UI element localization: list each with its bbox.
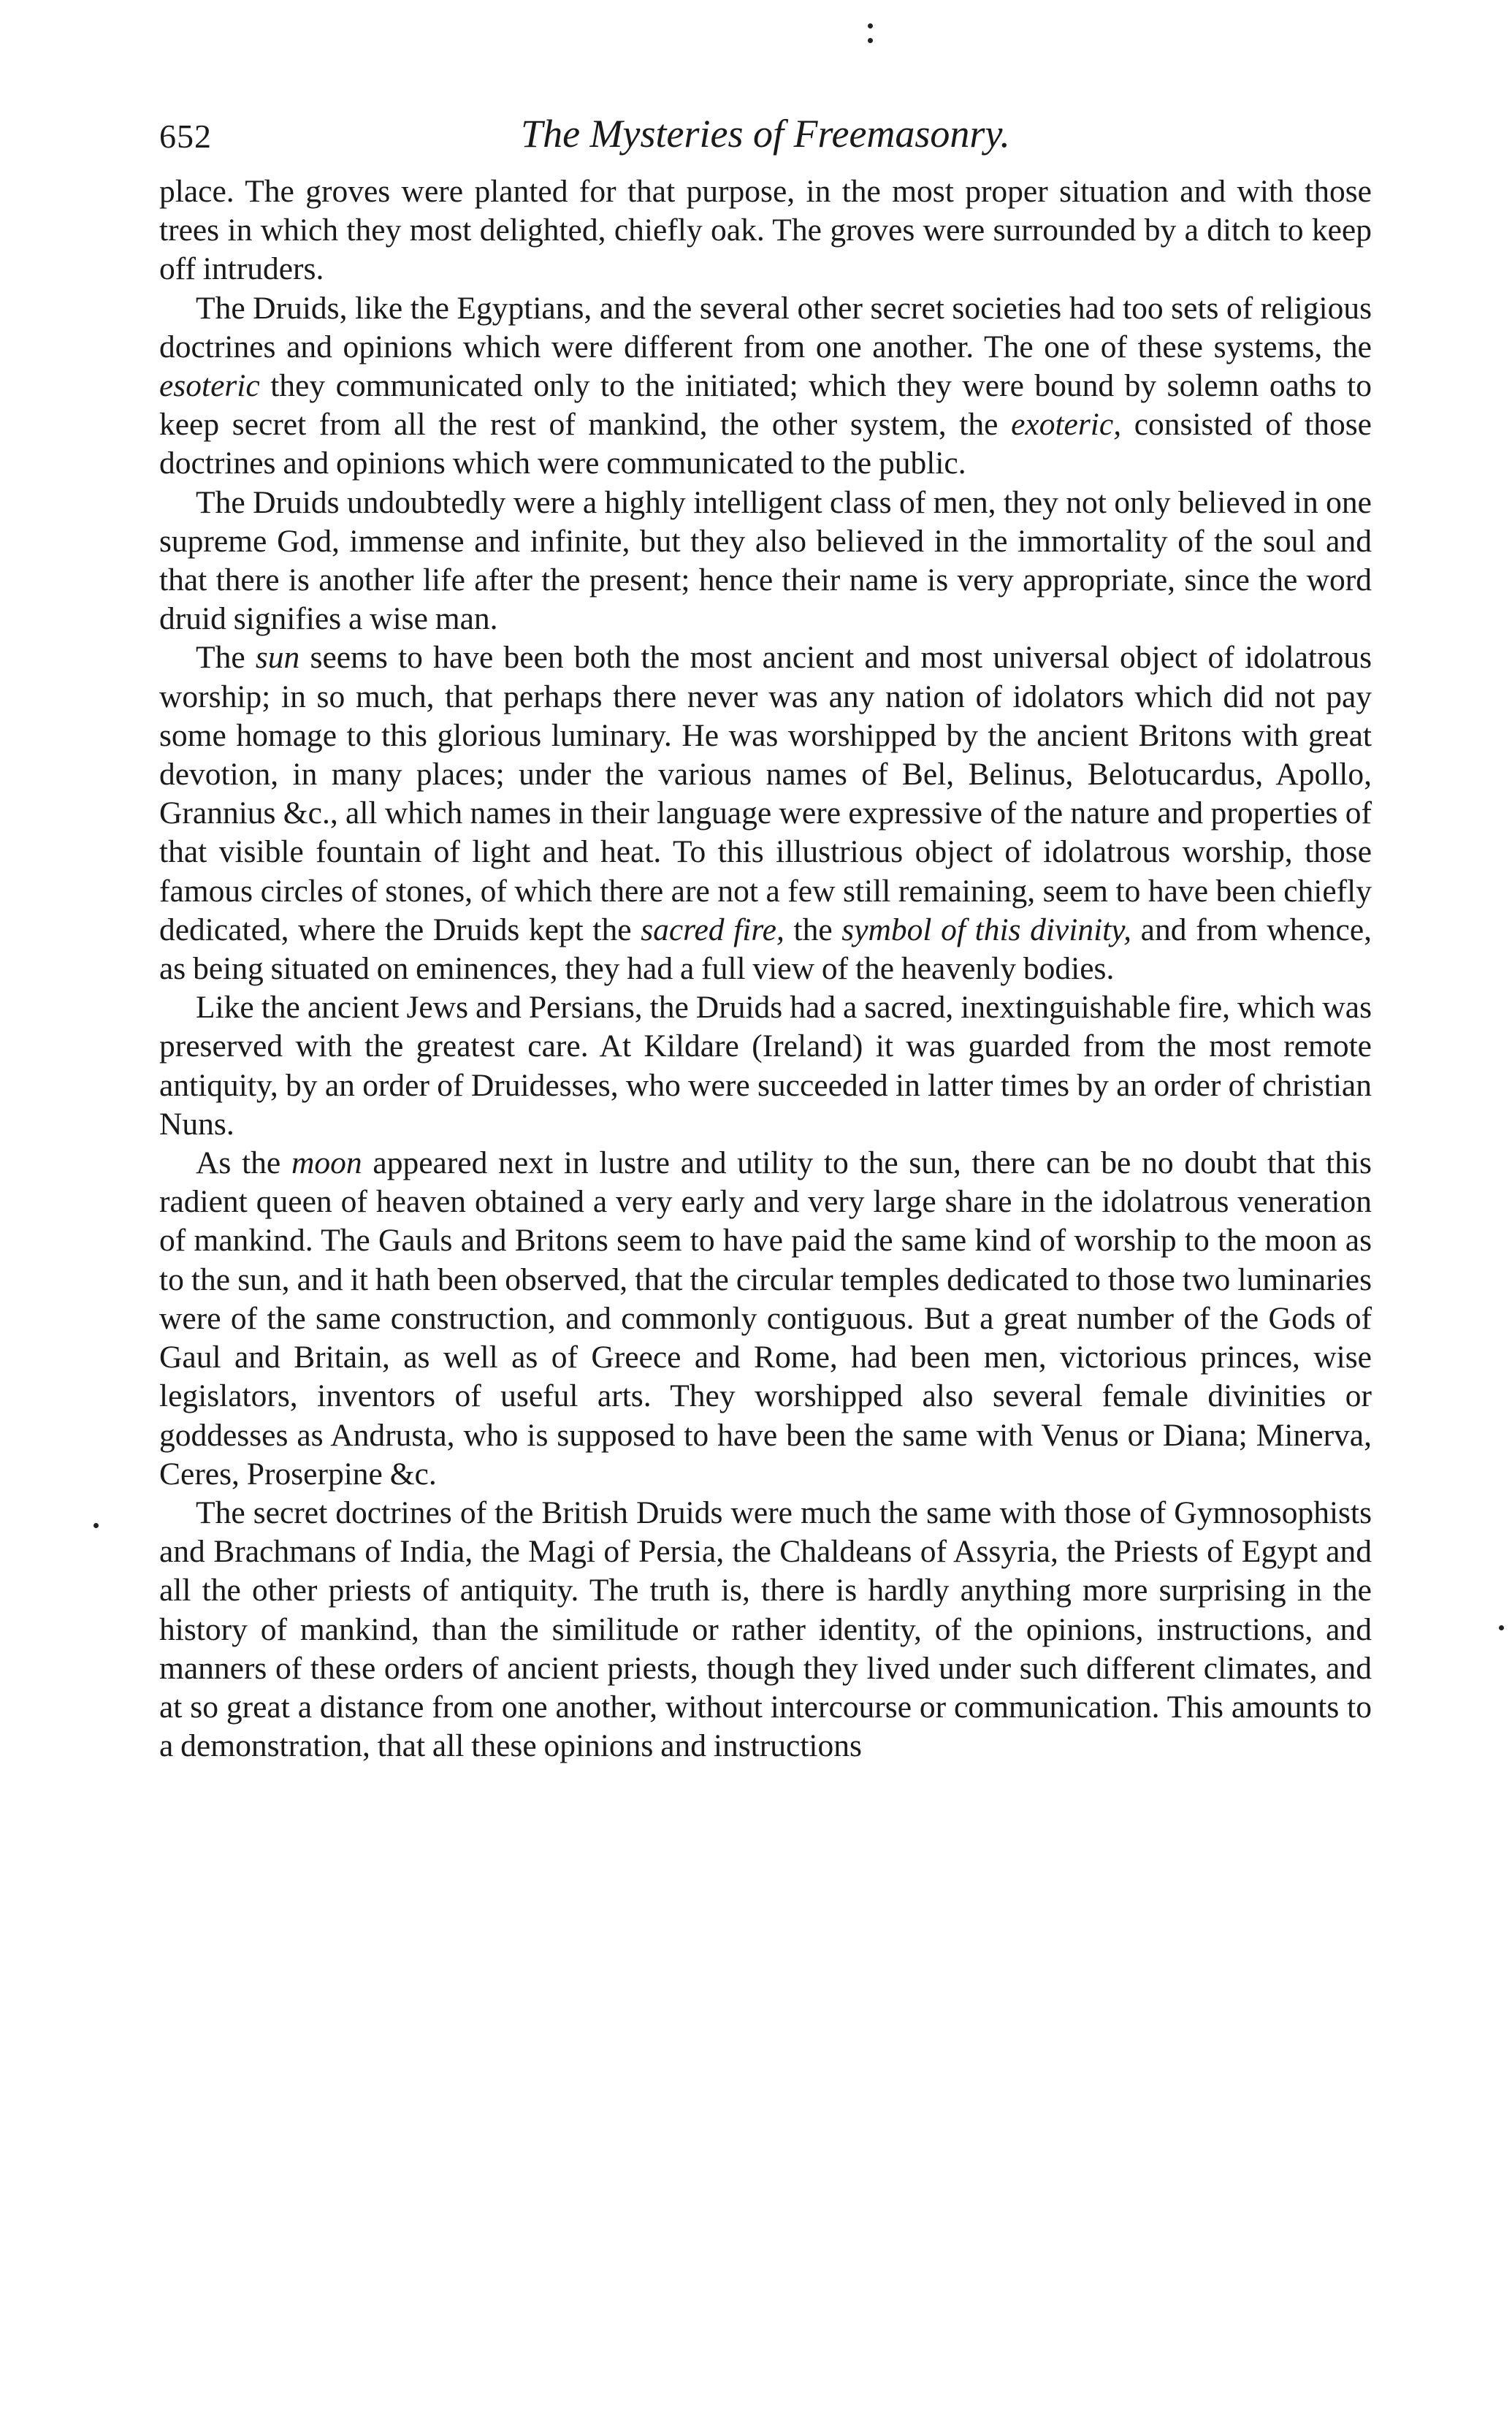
text-run: consisted of those doctrines and opinions which were communicated to the public. — [159, 407, 1372, 481]
paragraph — [159, 638, 1372, 988]
paragraph — [159, 289, 1372, 484]
paragraph — [159, 1494, 1372, 1766]
paragraph — [159, 484, 1372, 639]
italic-text-run: symbol of this divinity, — [841, 912, 1132, 947]
ink-speck — [1499, 1625, 1504, 1630]
book-page — [159, 102, 1372, 1766]
ink-speck — [868, 23, 873, 28]
italic-text-run: sacred fire, — [641, 912, 784, 947]
text-run: seems to have been both the most ancient and most universal object of idolatrous worship; in so much, that perhaps there never was any nation of idolators which did not pay some homage to this glorious luminary. He was worshipped by the ancient Britons with great devotion, in many places; under the various names of Bel, Belinus, Belotucardus, Apollo, Grannius &c., all which names in their language were expressive of the nature and properties of that visible fountain of light and heat. To this illustrious object of idolatrous worship, those famous circles of stones, of which there are not a few still remaining, seem to have been chiefly dedicated, where the Druids kept the — [159, 640, 1372, 947]
text-run: The Druids, like the Egyptians, and the several other secret societies had too sets of religious doctrines and opinions which were different from one another. The one of these systems, the — [159, 290, 1372, 364]
italic-text-run: moon — [291, 1145, 362, 1181]
italic-text-run: esoteric — [159, 368, 260, 404]
text-run: they communicated only to the initiated; which they were bound by solemn oaths to keep secret from all the rest of mankind, the other system, the — [159, 368, 1372, 443]
text-run: Like the ancient Jews and Persians, the Druids had a sacred, inextinguishable fire, which was preserved with the greatest care. At Kildare (Ireland) it was guarded from the most remote antiquity, by an order of Druidesses, who were succeeded in latter times by an order of christian Nuns. — [159, 990, 1372, 1142]
italic-text-run: exoteric, — [1011, 407, 1122, 443]
page-number: 652 — [159, 118, 212, 155]
running-title: The Mysteries of Freemasonry. — [521, 112, 1010, 156]
text-run: The — [196, 640, 256, 676]
italic-text-run: sun — [255, 640, 300, 676]
body-text — [159, 172, 1372, 1766]
paragraph — [159, 988, 1372, 1144]
ink-speck — [93, 1523, 99, 1528]
text-run: place. The groves were planted for that purpose, in the most proper situation and with those trees in which they most delighted, chiefly oak. The groves were surrounded by a ditch to keep off intruders. — [159, 174, 1372, 287]
text-run: the — [784, 912, 842, 947]
paragraph — [159, 172, 1372, 289]
text-run: appeared next in lustre and utility to the sun, there can be no doubt that this radient queen of heaven obtained a very early and very large share in the idolatrous veneration of mankind. The Gauls and Britons seem to have paid the same kind of worship to the moon as to the sun, and it hath been observed, that the circular temples dedicated to those two luminaries were of the same construction, and commonly contiguous. But a great number of the Gods of Gaul and Britain, as well as of Greece and Rome, had been men, victorious princes, wise legislators, inventors of useful arts. They worshipped also several female divinities or goddesses as Andrusta, who is supposed to have been the same with Venus or Diana; Minerva, Ceres, Proserpine &c. — [159, 1145, 1372, 1492]
text-run: and from whence, as being situated on eminences, they had a full view of the heavenly bodies. — [159, 912, 1372, 987]
text-run: The Druids undoubtedly were a highly intelligent class of men, they not only believed in one supreme God, immense and infinite, but they also believed in the immortality of the soul and that there is another life after the present; hence their name is very appropriate, since the word druid signifies a wise man. — [159, 484, 1372, 637]
paragraph — [159, 1144, 1372, 1494]
text-run: The secret doctrines of the British Druids were much the same with those of Gymnosophists and Brachmans of India, the Magi of Persia, the Chaldeans of Assyria, the Priests of Egypt and all the other priests of antiquity. The truth is, there is hardly anything more surprising in the history of mankind, than the similitude or rather identity, of the opinions, instructions, and manners of these orders of ancient priests, though they lived under such different climates, and at so great a distance from one another, without intercourse or communication. This amounts to a demonstration, that all these opinions and instructions — [159, 1495, 1372, 1764]
text-run: As the — [196, 1145, 291, 1181]
page-header — [159, 102, 1372, 172]
ink-speck — [868, 38, 873, 43]
